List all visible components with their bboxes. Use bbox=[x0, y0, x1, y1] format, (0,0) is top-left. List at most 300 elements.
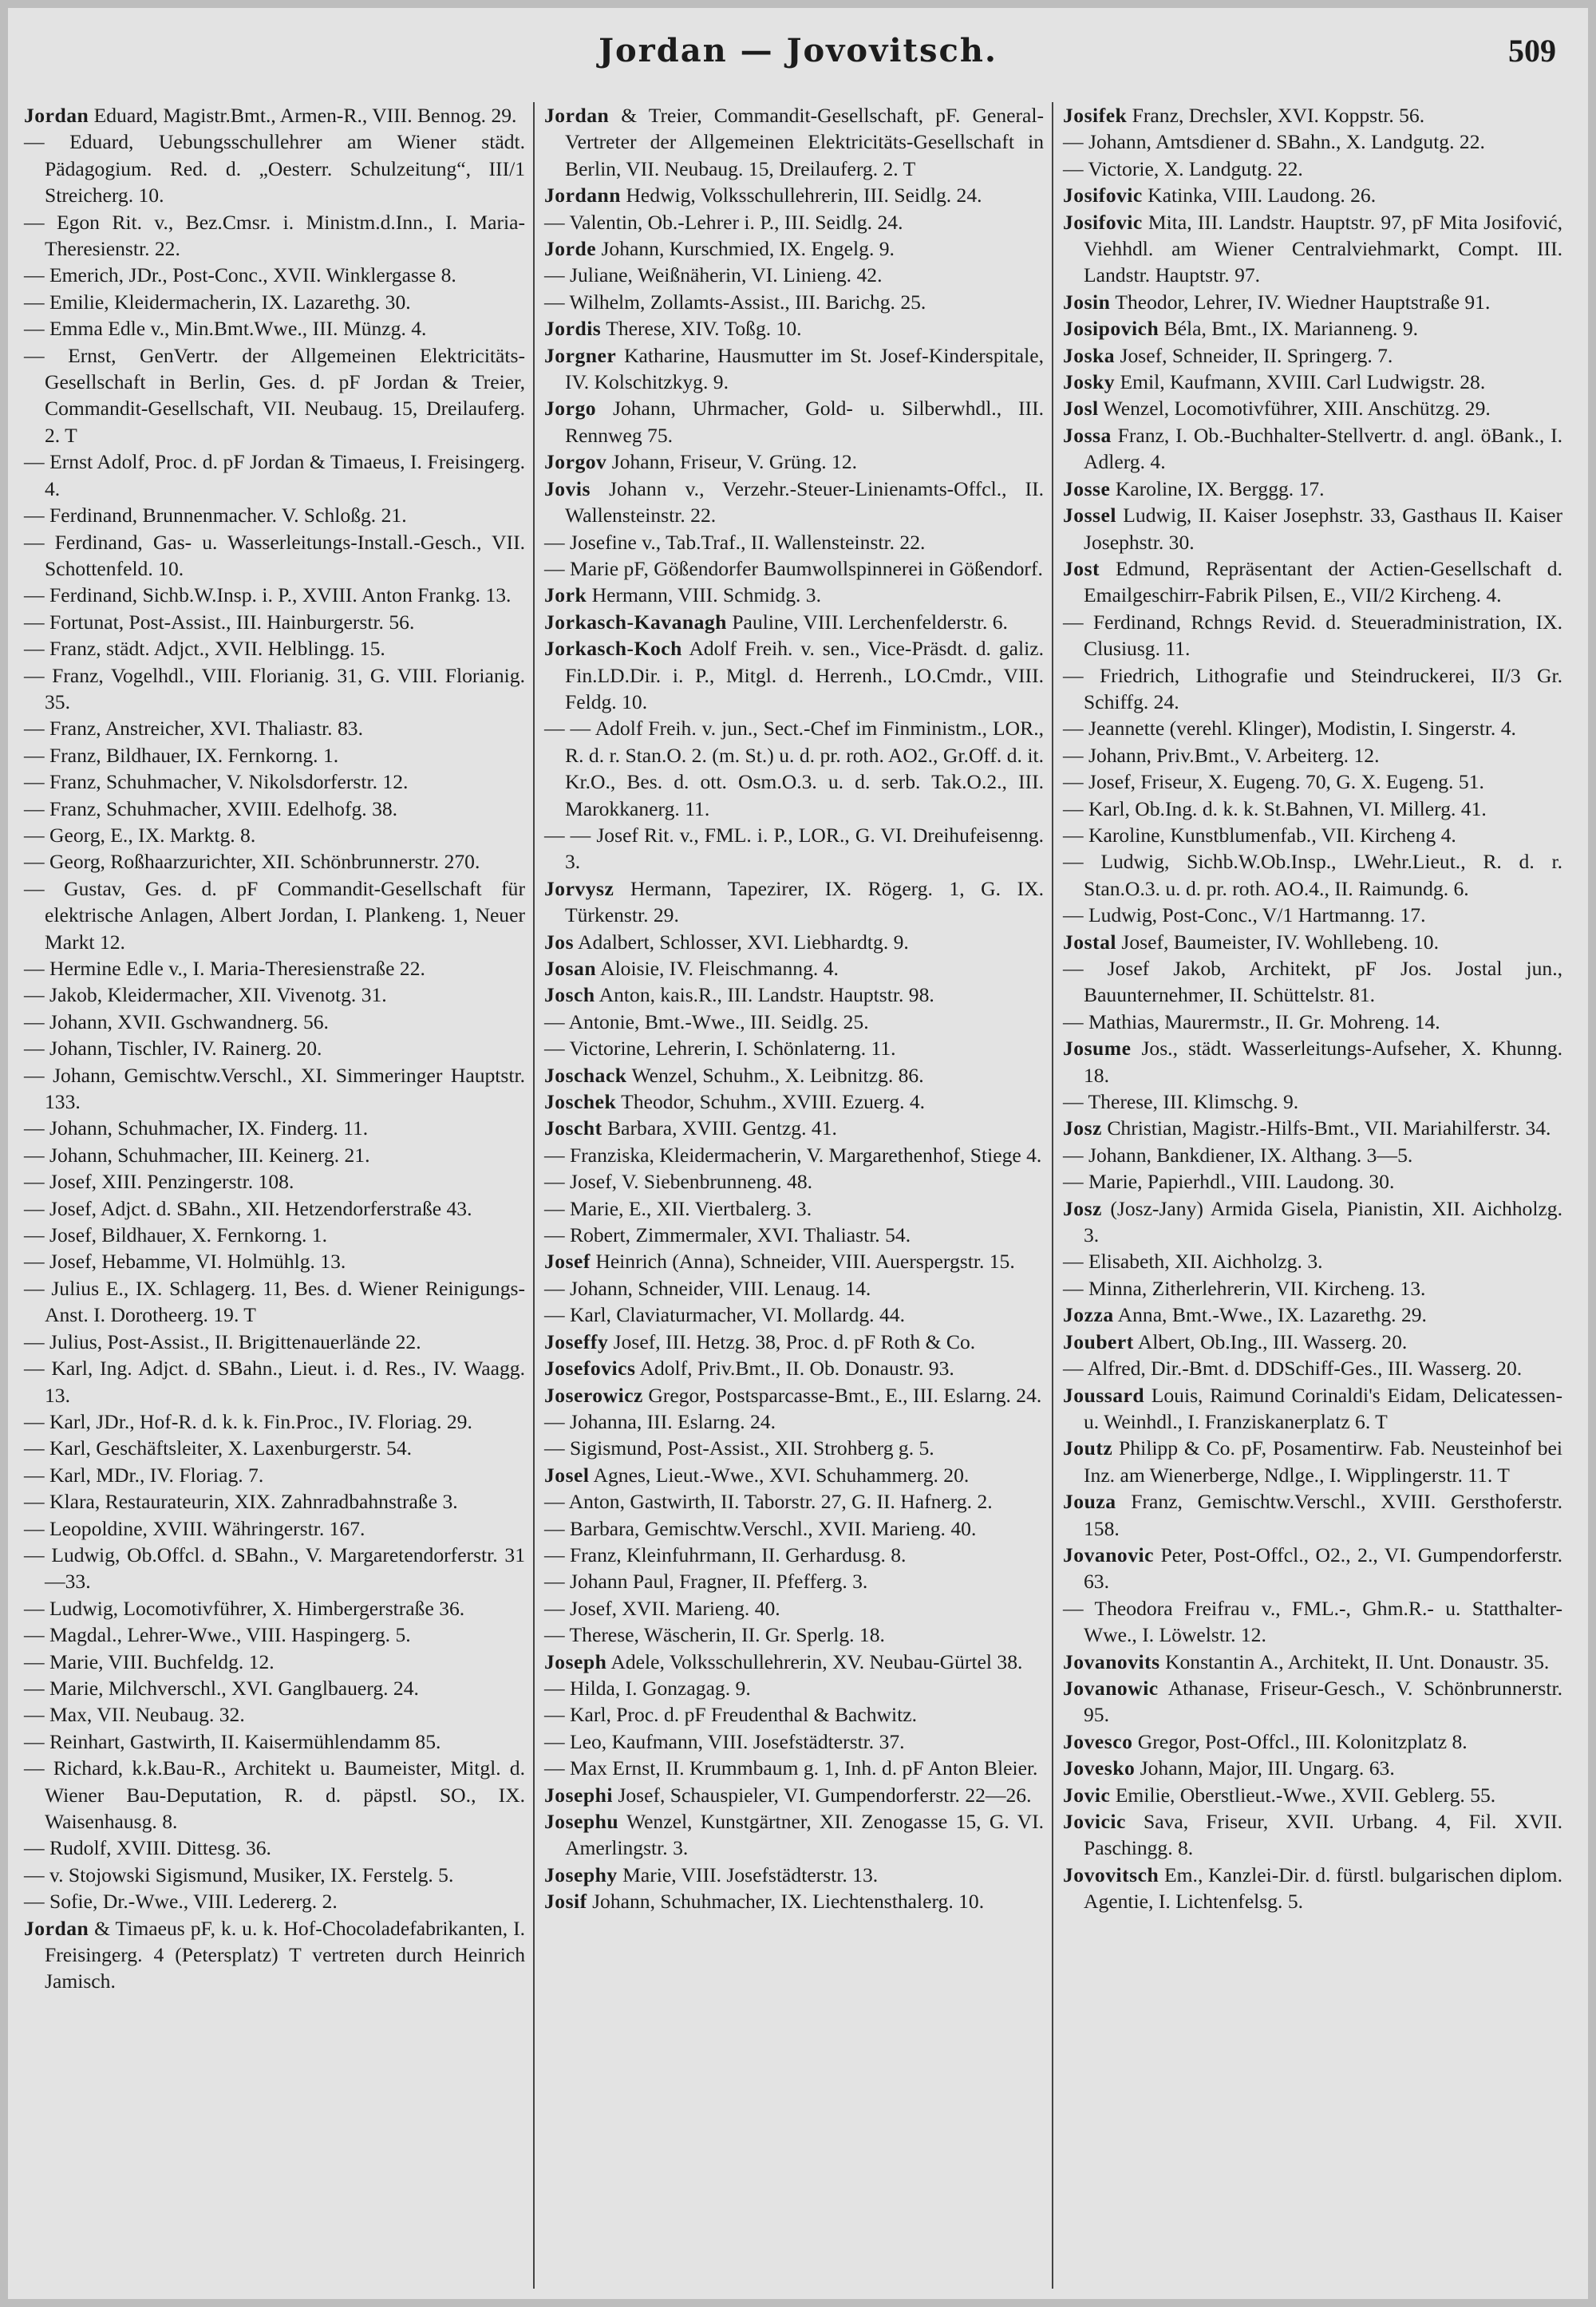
entry-text: — Marie, Papierhdl., VIII. Laudong. 30. bbox=[1063, 1170, 1395, 1194]
directory-entry bbox=[544, 555, 1044, 582]
directory-entry bbox=[1063, 1035, 1562, 1088]
directory-entry bbox=[544, 1355, 1044, 1381]
entry-text: — Elisabeth, XII. Aichholzg. 3. bbox=[1063, 1250, 1323, 1274]
entry-text: — Josef, XIII. Penzingerstr. 108. bbox=[24, 1170, 294, 1194]
directory-entry bbox=[24, 342, 525, 449]
directory-entry bbox=[1063, 1195, 1562, 1249]
directory-entry bbox=[544, 1009, 1044, 1035]
directory-entry bbox=[1063, 476, 1562, 502]
entry-text: Christian, Magistr.-Hilfs-Bmt., VII. Mariahilferstr. 34. bbox=[1101, 1116, 1551, 1140]
directory-entry bbox=[544, 448, 1044, 475]
directory-entry bbox=[24, 822, 525, 848]
entry-text: — Marie, VIII. Buchfeldg. 12. bbox=[24, 1649, 275, 1673]
entry-text: — Antonie, Bmt.-Wwe., III. Seidlg. 25. bbox=[544, 1009, 869, 1033]
entry-text: — Johann, Tischler, IV. Rainerg. 20. bbox=[24, 1037, 322, 1061]
directory-entry bbox=[544, 1115, 1044, 1141]
entry-surname: Josipovich bbox=[1063, 317, 1159, 341]
directory-entry bbox=[24, 1542, 525, 1595]
directory-entry bbox=[544, 1808, 1044, 1862]
directory-entry bbox=[1063, 342, 1562, 369]
entry-surname: Josifovic bbox=[1063, 184, 1143, 207]
entry-text: — Max, VII. Neubaug. 32. bbox=[24, 1703, 245, 1727]
entry-text: — Emilie, Kleidermacherin, IX. Lazarethg. 30. bbox=[24, 290, 411, 314]
entry-surname: Josan bbox=[544, 957, 597, 980]
directory-entry bbox=[24, 1248, 525, 1274]
entry-text: — Johann, Schuhmacher, IX. Finderg. 11. bbox=[24, 1116, 369, 1140]
directory-entry bbox=[544, 1862, 1044, 1888]
directory-entry bbox=[24, 1062, 525, 1116]
entry-text: — Ernst Adolf, Proc. d. pF Jordan & Timaeus, I. Freisingerg. 4. bbox=[24, 450, 525, 500]
entry-text: Edmund, Repräsentant der Actien-Gesellschaft d. Emailgeschirr-Fabrik Pilsen, E., VII/2 Kircheng. 4. bbox=[1084, 556, 1562, 607]
entry-text: Adolf Freih. v. sen., Vice-Präsdt. d. galiz. Fin.LD.Dir. i. P., Mitgl. d. Herrenh., LO.Cmdr., VIII. Feldg. 10. bbox=[565, 637, 1044, 713]
directory-entry bbox=[544, 1649, 1044, 1675]
directory-entry bbox=[544, 1382, 1044, 1408]
entry-text: Ludwig, II. Kaiser Josephstr. 33, Gasthaus II. Kaiser Josephstr. 30. bbox=[1084, 504, 1562, 554]
directory-entry bbox=[544, 955, 1044, 982]
directory-entry bbox=[1063, 742, 1562, 768]
directory-entry bbox=[544, 315, 1044, 342]
entry-surname: Jovovitsch bbox=[1063, 1863, 1159, 1886]
entry-surname: Jordan bbox=[24, 104, 89, 127]
directory-entry bbox=[24, 1329, 525, 1355]
entry-text: Theodor, Lehrer, IV. Wiedner Hauptstraße 91. bbox=[1110, 290, 1491, 314]
entry-surname: Jovanowic bbox=[1063, 1676, 1159, 1700]
entry-surname: Jost bbox=[1063, 556, 1100, 580]
directory-entry bbox=[24, 209, 525, 263]
directory-entry bbox=[24, 662, 525, 716]
directory-entry bbox=[24, 1115, 525, 1141]
entry-text: Emil, Kaufmann, XVIII. Carl Ludwigstr. 28. bbox=[1115, 370, 1486, 394]
directory-entry bbox=[24, 1595, 525, 1622]
directory-entry bbox=[24, 848, 525, 875]
directory-entry bbox=[1063, 1728, 1562, 1755]
entry-text: — Barbara, Gemischtw.Verschl., XVII. Marieng. 40. bbox=[544, 1516, 977, 1540]
entry-surname: Josifovic bbox=[1063, 210, 1143, 234]
directory-entry bbox=[24, 768, 525, 795]
directory-entry bbox=[544, 582, 1044, 608]
entry-surname: Jovicic bbox=[1063, 1810, 1126, 1833]
directory-entry bbox=[1063, 1542, 1562, 1595]
entry-surname: Joska bbox=[1063, 343, 1116, 367]
directory-entry bbox=[24, 128, 525, 208]
directory-entry bbox=[544, 1595, 1044, 1622]
entry-text: Heinrich (Anna), Schneider, VIII. Auerspergstr. 15. bbox=[590, 1250, 1015, 1274]
entry-text: — Josef Jakob, Architekt, pF Jos. Jostal jun., Bauunternehmer, II. Schüttelstr. 81. bbox=[1063, 957, 1562, 1007]
entry-text: — Josefine v., Tab.Traf., II. Wallensteinstr. 22. bbox=[544, 530, 926, 554]
directory-entry bbox=[24, 1888, 525, 1914]
entry-text: Athanase, Friseur-Gesch., V. Schönbrunnerstr. 95. bbox=[1084, 1676, 1562, 1727]
entry-text: — Hilda, I. Gonzagag. 9. bbox=[544, 1676, 751, 1700]
entry-text: Albert, Ob.Ing., III. Wasserg. 20. bbox=[1133, 1329, 1408, 1353]
entry-surname: Joseph bbox=[544, 1649, 607, 1673]
directory-entry bbox=[24, 1275, 525, 1329]
entry-surname: Joserowicz bbox=[544, 1383, 643, 1407]
entry-text: — Franz, Vogelhdl., VIII. Florianig. 31, G. VIII. Florianig. 35. bbox=[24, 663, 525, 713]
entry-surname: Jorde bbox=[544, 237, 597, 261]
entry-surname: Josephy bbox=[544, 1863, 618, 1886]
entry-text: Jos., städt. Wasserleitungs-Aufseher, X. Khunng. 18. bbox=[1084, 1037, 1562, 1087]
entry-surname: Jorgov bbox=[544, 450, 607, 474]
directory-entry bbox=[544, 1888, 1044, 1914]
entry-text: Marie, VIII. Josefstädterstr. 13. bbox=[617, 1863, 879, 1886]
directory-entry bbox=[544, 1088, 1044, 1115]
entry-text: — Ludwig, Post-Conc., V/1 Hartmanng. 17. bbox=[1063, 903, 1426, 927]
entry-text: — Julius, Post-Assist., II. Brigittenauerlände 22. bbox=[24, 1329, 421, 1353]
directory-entry bbox=[1063, 1782, 1562, 1808]
entry-surname: Josifek bbox=[1063, 104, 1128, 127]
entry-text: — Hermine Edle v., I. Maria-Theresienstraße 22. bbox=[24, 957, 425, 980]
entry-text: — Magdal., Lehrer-Wwe., VIII. Haspingerg. 5. bbox=[24, 1623, 411, 1647]
directory-entry bbox=[544, 262, 1044, 288]
directory-entry bbox=[24, 635, 525, 662]
directory-entry bbox=[544, 1515, 1044, 1542]
entry-text: Katinka, VIII. Laudong. 26. bbox=[1142, 184, 1377, 207]
entry-text: Johann, Friseur, V. Grüng. 12. bbox=[606, 450, 858, 474]
directory-entry bbox=[24, 582, 525, 608]
directory-entry bbox=[1063, 1755, 1562, 1781]
entry-text: — Klara, Restaurateurin, XIX. Zahnradbahnstraße 3. bbox=[24, 1490, 458, 1514]
directory-entry bbox=[1063, 1088, 1562, 1115]
directory-entry bbox=[544, 1408, 1044, 1435]
entry-text: Barbara, XVIII. Gentzg. 41. bbox=[602, 1116, 837, 1140]
directory-entry bbox=[24, 1009, 525, 1035]
directory-entry bbox=[544, 1675, 1044, 1701]
entry-text: Johann v., Verzehr.-Steuer-Linienamts-Offcl., II. Wallensteinstr. 22. bbox=[565, 476, 1044, 527]
entry-text: Hedwig, Volksschullehrerin, III. Seidlg. 24. bbox=[620, 184, 982, 207]
entry-surname: Jork bbox=[544, 583, 587, 607]
entry-surname: Josel bbox=[544, 1463, 590, 1487]
entry-text: — Franz, Anstreicher, XVI. Thaliastr. 83. bbox=[24, 717, 363, 741]
entry-text: — Marie pF, Gößendorfer Baumwollspinnerei in Gößendorf. bbox=[544, 556, 1043, 580]
directory-entry bbox=[24, 1035, 525, 1061]
directory-columns bbox=[14, 102, 1570, 2289]
directory-entry bbox=[24, 1222, 525, 1248]
entry-surname: Jorgo bbox=[544, 397, 597, 421]
directory-entry bbox=[1063, 768, 1562, 795]
directory-entry bbox=[544, 635, 1044, 715]
entry-text: — Reinhart, Gastwirth, II. Kaisermühlendamm 85. bbox=[24, 1729, 441, 1753]
directory-entry bbox=[544, 1728, 1044, 1755]
entry-text: — Therese, III. Klimschg. 9. bbox=[1063, 1090, 1299, 1114]
directory-entry bbox=[544, 1275, 1044, 1302]
entry-surname: Jorvysz bbox=[544, 876, 614, 900]
directory-entry bbox=[1063, 102, 1562, 128]
entry-surname: Joussard bbox=[1063, 1383, 1145, 1407]
entry-surname: Josse bbox=[1063, 476, 1111, 500]
entry-text: — Friedrich, Lithografie und Steindruckerei, II/3 Gr. Schiffg. 24. bbox=[1063, 663, 1562, 713]
directory-entry bbox=[24, 1728, 525, 1755]
directory-entry bbox=[24, 529, 525, 583]
entry-text: Em., Kanzlei-Dir. d. fürstl. bulgarischen diplom. Agentie, I. Lichtenfelsg. 5. bbox=[1084, 1863, 1562, 1914]
entry-surname: Jovis bbox=[544, 476, 591, 500]
entry-text: Eduard, Magistr.Bmt., Armen-R., VIII. Bennog. 29. bbox=[89, 104, 517, 127]
directory-entry bbox=[1063, 1009, 1562, 1035]
directory-entry bbox=[24, 982, 525, 1008]
page-title: Jordan — Jovovitsch. bbox=[598, 32, 998, 69]
entry-text: Gregor, Postsparcasse-Bmt., E., III. Eslarng. 24. bbox=[642, 1383, 1042, 1407]
directory-entry bbox=[24, 289, 525, 315]
directory-entry bbox=[24, 955, 525, 982]
directory-entry bbox=[24, 1408, 525, 1435]
directory-entry bbox=[544, 1035, 1044, 1061]
directory-entry bbox=[1063, 1115, 1562, 1141]
entry-text: — Josef, Adjct. d. SBahn., XII. Hetzendorferstraße 43. bbox=[24, 1196, 472, 1220]
entry-surname: Jouza bbox=[1063, 1490, 1116, 1514]
directory-entry bbox=[24, 1755, 525, 1835]
entry-text: — Leopoldine, XVIII. Währingerstr. 167. bbox=[24, 1516, 365, 1540]
entry-surname: Jovic bbox=[1063, 1783, 1111, 1807]
entry-text: Gregor, Post-Offcl., III. Kolonitzplatz 8. bbox=[1132, 1729, 1468, 1753]
entry-text: — Karl, Proc. d. pF Freudenthal & Bachwitz. bbox=[544, 1703, 917, 1727]
entry-text: — Fortunat, Post-Assist., III. Hainburgerstr. 56. bbox=[24, 610, 415, 634]
directory-entry bbox=[1063, 1302, 1562, 1328]
entry-surname: Jorgner bbox=[544, 343, 617, 367]
entry-text: Sava, Friseur, XVII. Urbang. 4, Fil. XVII. Paschingg. 8. bbox=[1084, 1810, 1562, 1860]
entry-surname: Josephi bbox=[544, 1783, 613, 1807]
directory-entry bbox=[544, 476, 1044, 529]
directory-entry bbox=[1063, 1275, 1562, 1302]
entry-text: — Johanna, III. Eslarng. 24. bbox=[544, 1409, 776, 1433]
directory-entry bbox=[24, 1462, 525, 1488]
entry-text: (Josz-Jany) Armida Gisela, Pianistin, XII. Aichholzg. 3. bbox=[1084, 1196, 1562, 1247]
directory-entry bbox=[1063, 369, 1562, 395]
entry-surname: Joscht bbox=[544, 1116, 602, 1140]
column-right bbox=[1052, 102, 1570, 2289]
column-left bbox=[14, 102, 533, 2289]
entry-surname: Josl bbox=[1063, 397, 1099, 421]
directory-entry bbox=[1063, 1355, 1562, 1381]
entry-text: Anton, kais.R., III. Landstr. Hauptstr. 98. bbox=[595, 983, 934, 1007]
entry-text: — Karl, MDr., IV. Floriag. 7. bbox=[24, 1463, 264, 1487]
entry-text: Louis, Raimund Corinaldi's Eidam, Delicatessen- u. Weinhdl., I. Franziskanerplatz 6. T bbox=[1084, 1383, 1562, 1433]
entry-text: Béla, Bmt., IX. Marianneng. 9. bbox=[1159, 317, 1419, 341]
directory-entry bbox=[1063, 1595, 1562, 1649]
entry-text: — Julius E., IX. Schlagerg. 11, Bes. d. Wiener Reinigungs-Anst. I. Dorotheerg. 19. T bbox=[24, 1276, 525, 1327]
entry-text: — Franz, Schuhmacher, V. Nikolsdorferstr. 12. bbox=[24, 770, 409, 794]
entry-text: Josef, III. Hetzg. 38, Proc. d. pF Roth & Co. bbox=[608, 1329, 976, 1353]
entry-text: — Ernst, GenVertr. der Allgemeinen Elektricitäts-Gesellschaft in Berlin, Ges. d. pF Jordan & Treier, Commandit-Gesellschaft, VII. Neubaug. 15, Dreilauferg. 2. T bbox=[24, 343, 525, 447]
directory-entry bbox=[1063, 1248, 1562, 1274]
directory-entry bbox=[24, 1675, 525, 1701]
entry-text: & Timaeus pF, k. u. k. Hof-Chocoladefabrikanten, I. Freisingerg. 4 (Petersplatz) T vertreten durch Heinrich Jamisch. bbox=[45, 1916, 525, 1993]
directory-entry bbox=[1063, 422, 1562, 476]
entry-text: Franz, I. Ob.-Buchhalter-Stellvertr. d. angl. öBank., I. Adlerg. 4. bbox=[1084, 423, 1562, 474]
entry-text: — Ludwig, Ob.Offcl. d. SBahn., V. Margaretendorferstr. 31—33. bbox=[24, 1543, 525, 1594]
directory-entry bbox=[1063, 1488, 1562, 1542]
directory-entry bbox=[1063, 209, 1562, 289]
entry-text: — Johann, Schneider, VIII. Lenaug. 14. bbox=[544, 1276, 871, 1300]
entry-text: — Eduard, Uebungsschullehrer am Wiener städt. Pädagogium. Red. d. „Oesterr. Schulzeitung“, III/1 Streicherg. 10. bbox=[24, 130, 525, 207]
page-header bbox=[8, 26, 1588, 81]
directory-entry bbox=[24, 1355, 525, 1408]
entry-surname: Jordann bbox=[544, 184, 621, 207]
directory-entry bbox=[1063, 289, 1562, 315]
directory-entry bbox=[24, 742, 525, 768]
directory-entry bbox=[1063, 128, 1562, 155]
entry-surname: Jos bbox=[544, 930, 575, 954]
entry-text: — Josef, V. Siebenbrunneng. 48. bbox=[544, 1170, 813, 1194]
entry-text: — Ludwig, Sichb.W.Ob.Insp., LWehr.Lieut., R. d. r. Stan.O.3. u. d. pr. roth. AO.4., II. Raimundg. 6. bbox=[1063, 850, 1562, 900]
directory-entry bbox=[1063, 1168, 1562, 1195]
directory-entry bbox=[544, 1302, 1044, 1328]
entry-text: Johann, Kurschmied, IX. Engelg. 9. bbox=[596, 237, 895, 261]
directory-entry bbox=[1063, 609, 1562, 662]
entry-surname: Josz bbox=[1063, 1196, 1102, 1220]
directory-entry bbox=[1063, 1808, 1562, 1862]
entry-text: — Karl, Geschäftsleiter, X. Laxenburgerstr. 54. bbox=[24, 1436, 413, 1460]
directory-entry bbox=[544, 822, 1044, 875]
directory-entry bbox=[1063, 822, 1562, 848]
entry-text: — Ferdinand, Gas- u. Wasserleitungs-Install.-Gesch., VII. Schottenfeld. 10. bbox=[24, 530, 525, 580]
entry-text: Josef, Baumeister, IV. Wohllebeng. 10. bbox=[1116, 930, 1439, 954]
entry-text: — Georg, E., IX. Marktg. 8. bbox=[24, 823, 256, 847]
directory-entry bbox=[544, 929, 1044, 955]
entry-text: Franz, Gemischtw.Verschl., XVIII. Gersthoferstr. 158. bbox=[1084, 1490, 1562, 1540]
entry-surname: Josephu bbox=[544, 1810, 619, 1833]
entry-text: — Egon Rit. v., Bez.Cmsr. i. Ministm.d.Inn., I. Maria-Theresienstr. 22. bbox=[24, 210, 525, 261]
entry-text: — Karl, JDr., Hof-R. d. k. k. Fin.Proc., IV. Floriag. 29. bbox=[24, 1409, 472, 1433]
entry-text: Anna, Bmt.-Wwe., IX. Lazarethg. 29. bbox=[1113, 1303, 1427, 1327]
entry-text: — Johann, Amtsdiener d. SBahn., X. Landgutg. 22. bbox=[1063, 130, 1485, 154]
directory-entry bbox=[1063, 662, 1562, 716]
entry-surname: Josif bbox=[544, 1890, 587, 1914]
directory-entry bbox=[1063, 1435, 1562, 1488]
entry-text: Aloisie, IV. Fleischmanng. 4. bbox=[596, 957, 839, 980]
entry-text: — Gustav, Ges. d. pF Commandit-Gesellschaft für elektrische Anlagen, Albert Jordan, I. Plankeng. 1, Neuer Markt 12. bbox=[24, 876, 525, 954]
entry-text: — Karl, Ob.Ing. d. k. k. St.Bahnen, VI. Millerg. 41. bbox=[1063, 796, 1487, 820]
entry-surname: Josef bbox=[544, 1250, 591, 1274]
entry-text: — Victorie, X. Landgutg. 22. bbox=[1063, 156, 1303, 180]
entry-surname: Josch bbox=[544, 983, 595, 1007]
directory-entry bbox=[544, 289, 1044, 315]
directory-entry bbox=[1063, 715, 1562, 741]
entry-surname: Josin bbox=[1063, 290, 1111, 314]
entry-text: — Franz, städt. Adjct., XVII. Helblingg. 15. bbox=[24, 637, 385, 661]
entry-surname: Joutz bbox=[1063, 1436, 1113, 1460]
entry-surname: Jossa bbox=[1063, 423, 1112, 447]
entry-text: Wenzel, Locomotivführer, XIII. Anschützg. 29. bbox=[1098, 397, 1491, 421]
entry-surname: Jostal bbox=[1063, 930, 1116, 954]
directory-entry bbox=[24, 1195, 525, 1222]
directory-entry bbox=[24, 502, 525, 528]
entry-text: — Sofie, Dr.-Wwe., VIII. Ledererg. 2. bbox=[24, 1890, 338, 1914]
entry-text: Adele, Volksschullehrerin, XV. Neubau-Gürtel 38. bbox=[606, 1649, 1023, 1673]
entry-surname: Jordis bbox=[544, 317, 602, 341]
entry-surname: Jordan bbox=[24, 1916, 89, 1940]
entry-text: — Minna, Zitherlehrerin, VII. Kircheng. 13. bbox=[1063, 1276, 1426, 1300]
entry-text: — Ludwig, Locomotivführer, X. Himbergerstraße 36. bbox=[24, 1596, 465, 1620]
entry-text: — Franz, Schuhmacher, XVIII. Edelhofg. 38. bbox=[24, 796, 398, 820]
entry-text: — Karoline, Kunstblumenfab., VII. Kircheng 4. bbox=[1063, 823, 1456, 847]
entry-text: Josef, Schneider, II. Springerg. 7. bbox=[1115, 343, 1393, 367]
directory-entry bbox=[544, 1168, 1044, 1195]
entry-text: — Marie, Milchverschl., XVI. Ganglbauerg. 24. bbox=[24, 1676, 419, 1700]
directory-entry bbox=[544, 529, 1044, 555]
directory-entry bbox=[544, 102, 1044, 182]
entry-text: — — Josef Rit. v., FML. i. P., LOR., G. VI. Dreihufeisenng. 3. bbox=[544, 823, 1044, 874]
entry-text: — Marie, E., XII. Viertbalerg. 3. bbox=[544, 1196, 812, 1220]
entry-text: — Anton, Gastwirth, II. Taborstr. 27, G. II. Hafnerg. 2. bbox=[544, 1490, 993, 1514]
entry-text: — Robert, Zimmermaler, XVI. Thaliastr. 54. bbox=[544, 1223, 911, 1247]
directory-entry bbox=[24, 262, 525, 288]
directory-entry bbox=[1063, 955, 1562, 1009]
entry-surname: Jovesko bbox=[1063, 1756, 1136, 1780]
entry-text: Hermann, VIII. Schmidg. 3. bbox=[587, 583, 821, 607]
entry-surname: Josz bbox=[1063, 1116, 1102, 1140]
directory-entry bbox=[1063, 1862, 1562, 1915]
directory-entry bbox=[544, 1195, 1044, 1222]
directory-entry bbox=[544, 182, 1044, 208]
entry-text: — Josef, XVII. Marieng. 40. bbox=[544, 1596, 780, 1620]
directory-entry bbox=[24, 1835, 525, 1861]
directory-entry bbox=[1063, 395, 1562, 421]
entry-text: Hermann, Tapezirer, IX. Rögerg. 1, G. IX. Türkenstr. 29. bbox=[565, 876, 1044, 927]
entry-text: Johann, Schuhmacher, IX. Liechtensthalerg. 10. bbox=[587, 1890, 985, 1914]
directory-entry bbox=[24, 1915, 525, 1995]
entry-text: Wenzel, Kunstgärtner, XII. Zenogasse 15, G. VI. Amerlingstr. 3. bbox=[565, 1810, 1044, 1860]
entry-text: — Juliane, Weißnäherin, VI. Linieng. 42. bbox=[544, 263, 883, 287]
directory-entry bbox=[24, 609, 525, 635]
directory-entry bbox=[544, 1701, 1044, 1728]
entry-surname: Joseffy bbox=[544, 1329, 609, 1353]
entry-surname: Josefovics bbox=[544, 1357, 636, 1381]
column-middle bbox=[533, 102, 1052, 2289]
entry-text: — Johann, Gemischtw.Verschl., XI. Simmeringer Hauptstr. 133. bbox=[24, 1063, 525, 1114]
entry-text: Katharine, Hausmutter im St. Josef-Kinderspitale, IV. Kolschitzkyg. 9. bbox=[565, 343, 1044, 394]
directory-entry bbox=[1063, 315, 1562, 342]
entry-text: — Leo, Kaufmann, VIII. Josefstädterstr. 37. bbox=[544, 1729, 905, 1753]
entry-surname: Josume bbox=[1063, 1037, 1132, 1061]
directory-entry bbox=[24, 796, 525, 822]
entry-text: Johann, Uhrmacher, Gold- u. Silberwhdl., III. Rennweg 75. bbox=[565, 397, 1044, 447]
entry-text: Peter, Post-Offcl., O2., 2., VI. Gumpendorferstr. 63. bbox=[1084, 1543, 1562, 1594]
directory-entry bbox=[544, 875, 1044, 929]
entry-text: — Johann, Schuhmacher, III. Keinerg. 21. bbox=[24, 1143, 370, 1167]
entry-text: — Georg, Roßhaarzurichter, XII. Schönbrunnerstr. 270. bbox=[24, 850, 480, 874]
directory-entry bbox=[544, 715, 1044, 822]
directory-entry bbox=[544, 1568, 1044, 1594]
entry-text: — Josef, Hebamme, VI. Holmühlg. 13. bbox=[24, 1250, 346, 1274]
entry-text: Konstantin A., Architekt, II. Unt. Donaustr. 35. bbox=[1159, 1649, 1550, 1673]
directory-entry bbox=[544, 1248, 1044, 1274]
entry-text: — Franziska, Kleidermacherin, V. Margarethenhof, Stiege 4. bbox=[544, 1143, 1042, 1167]
entry-text: — Karl, Claviaturmacher, VI. Mollardg. 44. bbox=[544, 1303, 905, 1327]
entry-surname: Jordan bbox=[544, 104, 610, 127]
entry-surname: Jossel bbox=[1063, 504, 1116, 527]
entry-text: Emilie, Oberstlieut.-Wwe., XVII. Geblerg. 55. bbox=[1110, 1783, 1496, 1807]
directory-entry bbox=[1063, 1142, 1562, 1168]
entry-text: Philipp & Co. pF, Posamentirw. Fab. Neusteinhof bei Inz. am Wienerberge, Ndlge., I. Wipplingerstr. 11. T bbox=[1084, 1436, 1562, 1487]
entry-text: — Johann, XVII. Gschwandnerg. 56. bbox=[24, 1009, 329, 1033]
directory-entry bbox=[544, 1755, 1044, 1781]
directory-entry bbox=[544, 982, 1044, 1008]
directory-entry bbox=[544, 342, 1044, 396]
directory-entry bbox=[1063, 1329, 1562, 1355]
directory-entry bbox=[24, 102, 525, 128]
directory-entry bbox=[544, 235, 1044, 262]
directory-entry bbox=[1063, 156, 1562, 182]
entry-text: — Victorine, Lehrerin, I. Schönlaterng. 11. bbox=[544, 1037, 896, 1061]
entry-text: — Mathias, Maurermstr., II. Gr. Mohreng. 14. bbox=[1063, 1009, 1440, 1033]
entry-surname: Jorkasch-Koch bbox=[544, 637, 682, 661]
entry-surname: Jorkasch-Kavanagh bbox=[544, 610, 727, 634]
entry-text: — Johann Paul, Fragner, II. Pfefferg. 3. bbox=[544, 1570, 868, 1594]
entry-text: Adalbert, Schlosser, XVI. Liebhardtg. 9. bbox=[574, 930, 909, 954]
entry-text: Mita, III. Landstr. Hauptstr. 97, pF Mita Josifović, Viehhdl. am Wiener Centralviehmarkt, Compt. III. Landstr. Hauptstr. 97. bbox=[1084, 210, 1562, 287]
entry-text: — Emma Edle v., Min.Bmt.Wwe., III. Münzg. 4. bbox=[24, 317, 427, 341]
entry-text: Agnes, Lieut.-Wwe., XVI. Schuhammerg. 20. bbox=[589, 1463, 970, 1487]
entry-text: — Rudolf, XVIII. Dittesg. 36. bbox=[24, 1836, 271, 1860]
